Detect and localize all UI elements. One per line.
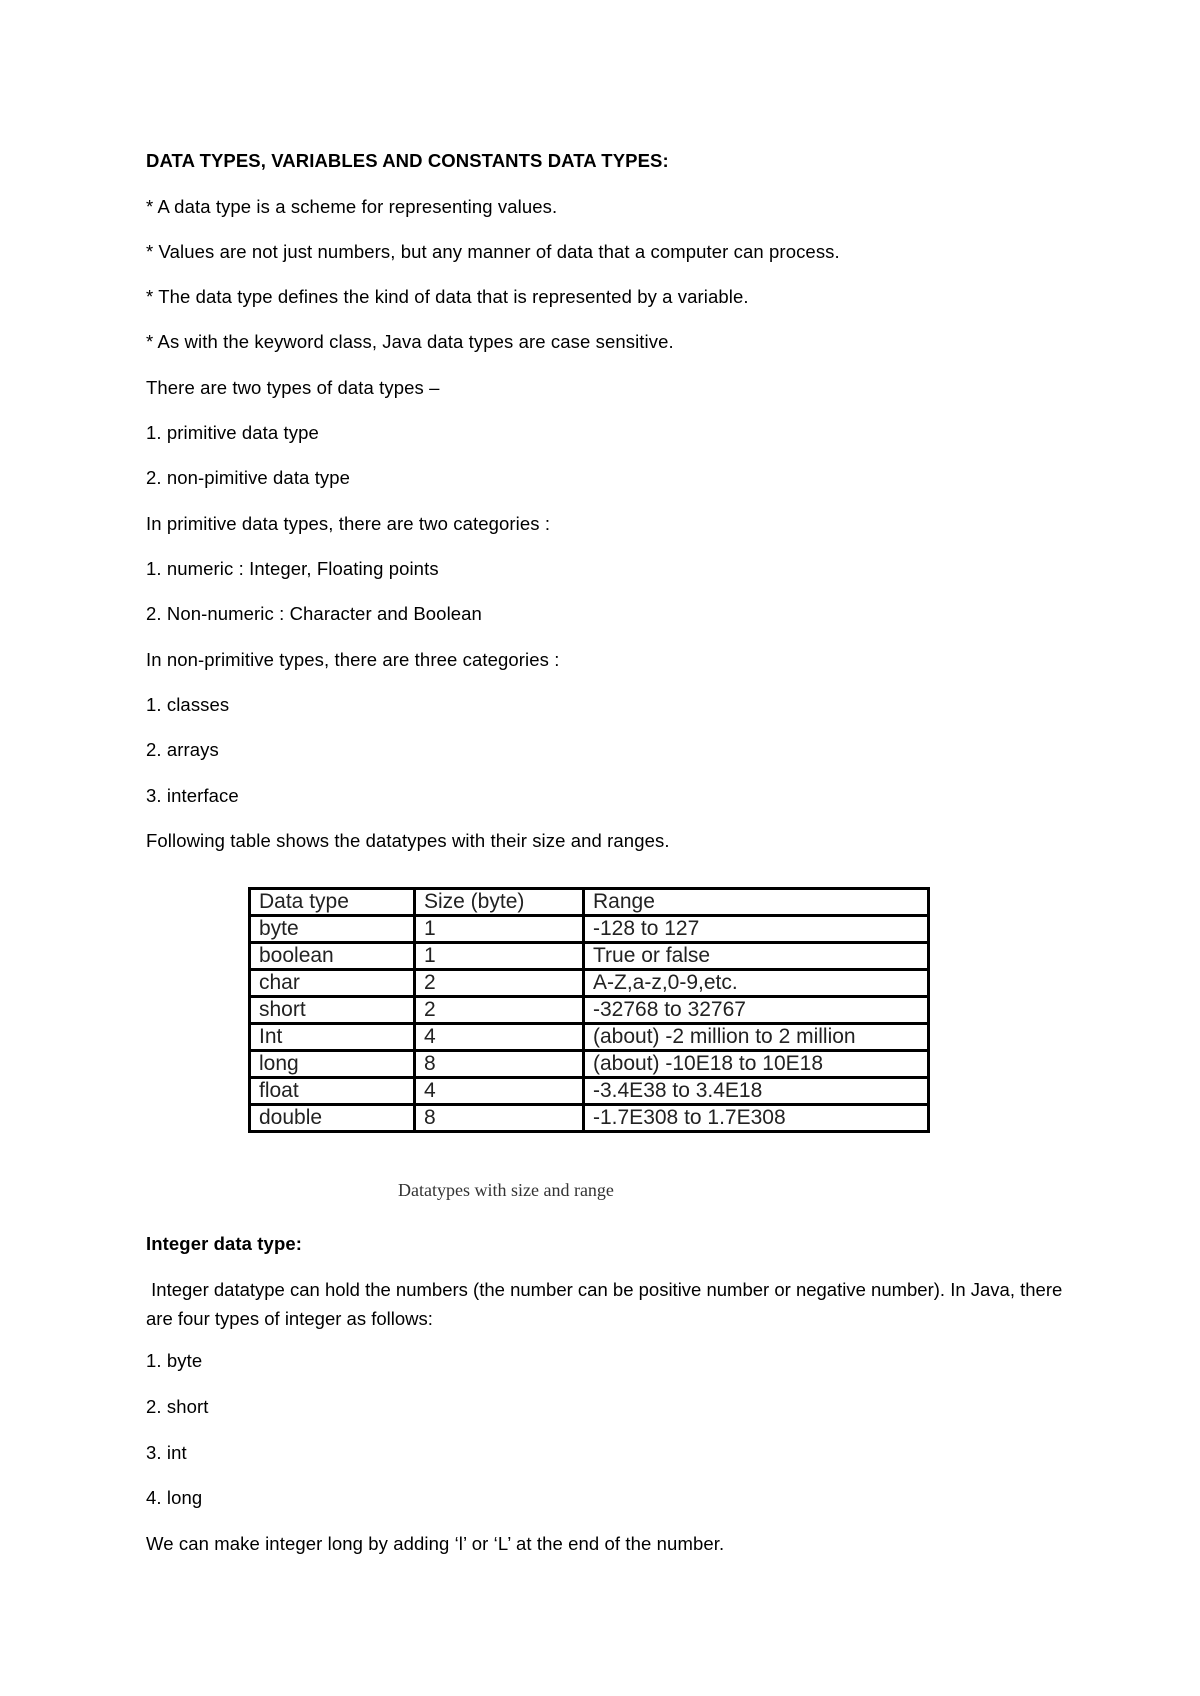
table-row xyxy=(250,943,929,970)
list-item: 3. int xyxy=(146,1442,187,1463)
table-cell: 4 xyxy=(415,1078,584,1105)
table-cell: double xyxy=(250,1105,415,1132)
list-item: 1. classes xyxy=(146,694,230,715)
list-item: 2. short xyxy=(146,1396,209,1417)
list-item: 2. non-pimitive data type xyxy=(146,467,351,488)
table-row xyxy=(250,1078,929,1105)
table-header-row xyxy=(250,889,929,916)
table-row xyxy=(250,1105,929,1132)
table-cell: float xyxy=(250,1078,415,1105)
two-types-intro: There are two types of data types – xyxy=(146,377,440,398)
table-cell: (about) -10E18 to 10E18 xyxy=(584,1051,929,1078)
list-item: 1. numeric : Integer, Floating points xyxy=(146,558,439,579)
list-item: 2. arrays xyxy=(146,739,219,760)
header-cell: Data type xyxy=(250,889,415,916)
list-item: 1. primitive data type xyxy=(146,422,319,443)
table-cell: 2 xyxy=(415,997,584,1024)
list-item: 1. byte xyxy=(146,1350,203,1371)
primitive-intro: In primitive data types, there are two categories : xyxy=(146,513,551,534)
integer-heading: Integer data type: xyxy=(146,1233,302,1254)
table-cell: 1 xyxy=(415,943,584,970)
table-cell: -32768 to 32767 xyxy=(584,997,929,1024)
table-cell: A-Z,a-z,0-9,etc. xyxy=(584,970,929,997)
page-heading: DATA TYPES, VARIABLES AND CONSTANTS DATA TYPES: xyxy=(146,150,669,171)
bullet-1: * A data type is a scheme for representing values. xyxy=(146,196,558,217)
list-item: 4. long xyxy=(146,1487,203,1508)
table-cell: 8 xyxy=(415,1105,584,1132)
header-cell: Size (byte) xyxy=(415,889,584,916)
list-item: 2. Non-numeric : Character and Boolean xyxy=(146,603,482,624)
integer-note: We can make integer long by adding ‘l’ or ‘L’ at the end of the number. xyxy=(146,1533,725,1554)
nonprimitive-intro: In non-primitive types, there are three categories : xyxy=(146,649,560,670)
table-row xyxy=(250,1051,929,1078)
table-row xyxy=(250,916,929,943)
table-cell: True or false xyxy=(584,943,929,970)
table-cell: long xyxy=(250,1051,415,1078)
table-cell: 1 xyxy=(415,916,584,943)
list-item: 3. interface xyxy=(146,785,239,806)
table-cell: 4 xyxy=(415,1024,584,1051)
table-cell: (about) -2 million to 2 million xyxy=(584,1024,929,1051)
bullet-2: * Values are not just numbers, but any manner of data that a computer can process. xyxy=(146,241,840,262)
table-cell: char xyxy=(250,970,415,997)
table-cell: byte xyxy=(250,916,415,943)
table-cell: 8 xyxy=(415,1051,584,1078)
bullet-4: * As with the keyword class, Java data types are case sensitive. xyxy=(146,331,674,352)
table-cell: boolean xyxy=(250,943,415,970)
table-row xyxy=(250,970,929,997)
table-row xyxy=(250,997,929,1024)
datatypes-table xyxy=(248,887,930,1133)
bullet-3: * The data type defines the kind of data that is represented by a variable. xyxy=(146,286,749,307)
header-cell: Range xyxy=(584,889,929,916)
table-row xyxy=(250,1024,929,1051)
table-cell: -128 to 127 xyxy=(584,916,929,943)
table-cell: short xyxy=(250,997,415,1024)
table-cell: -3.4E38 to 3.4E18 xyxy=(584,1078,929,1105)
table-cell: Int xyxy=(250,1024,415,1051)
table-intro: Following table shows the datatypes with their size and ranges. xyxy=(146,830,670,851)
table-cell: 2 xyxy=(415,970,584,997)
integer-paragraph: Integer datatype can hold the numbers (the number can be positive number or negative number). In Java, there are four types of integer as follows: xyxy=(146,1279,1068,1329)
table-cell: -1.7E308 to 1.7E308 xyxy=(584,1105,929,1132)
table-caption: Datatypes with size and range xyxy=(398,1180,614,1200)
